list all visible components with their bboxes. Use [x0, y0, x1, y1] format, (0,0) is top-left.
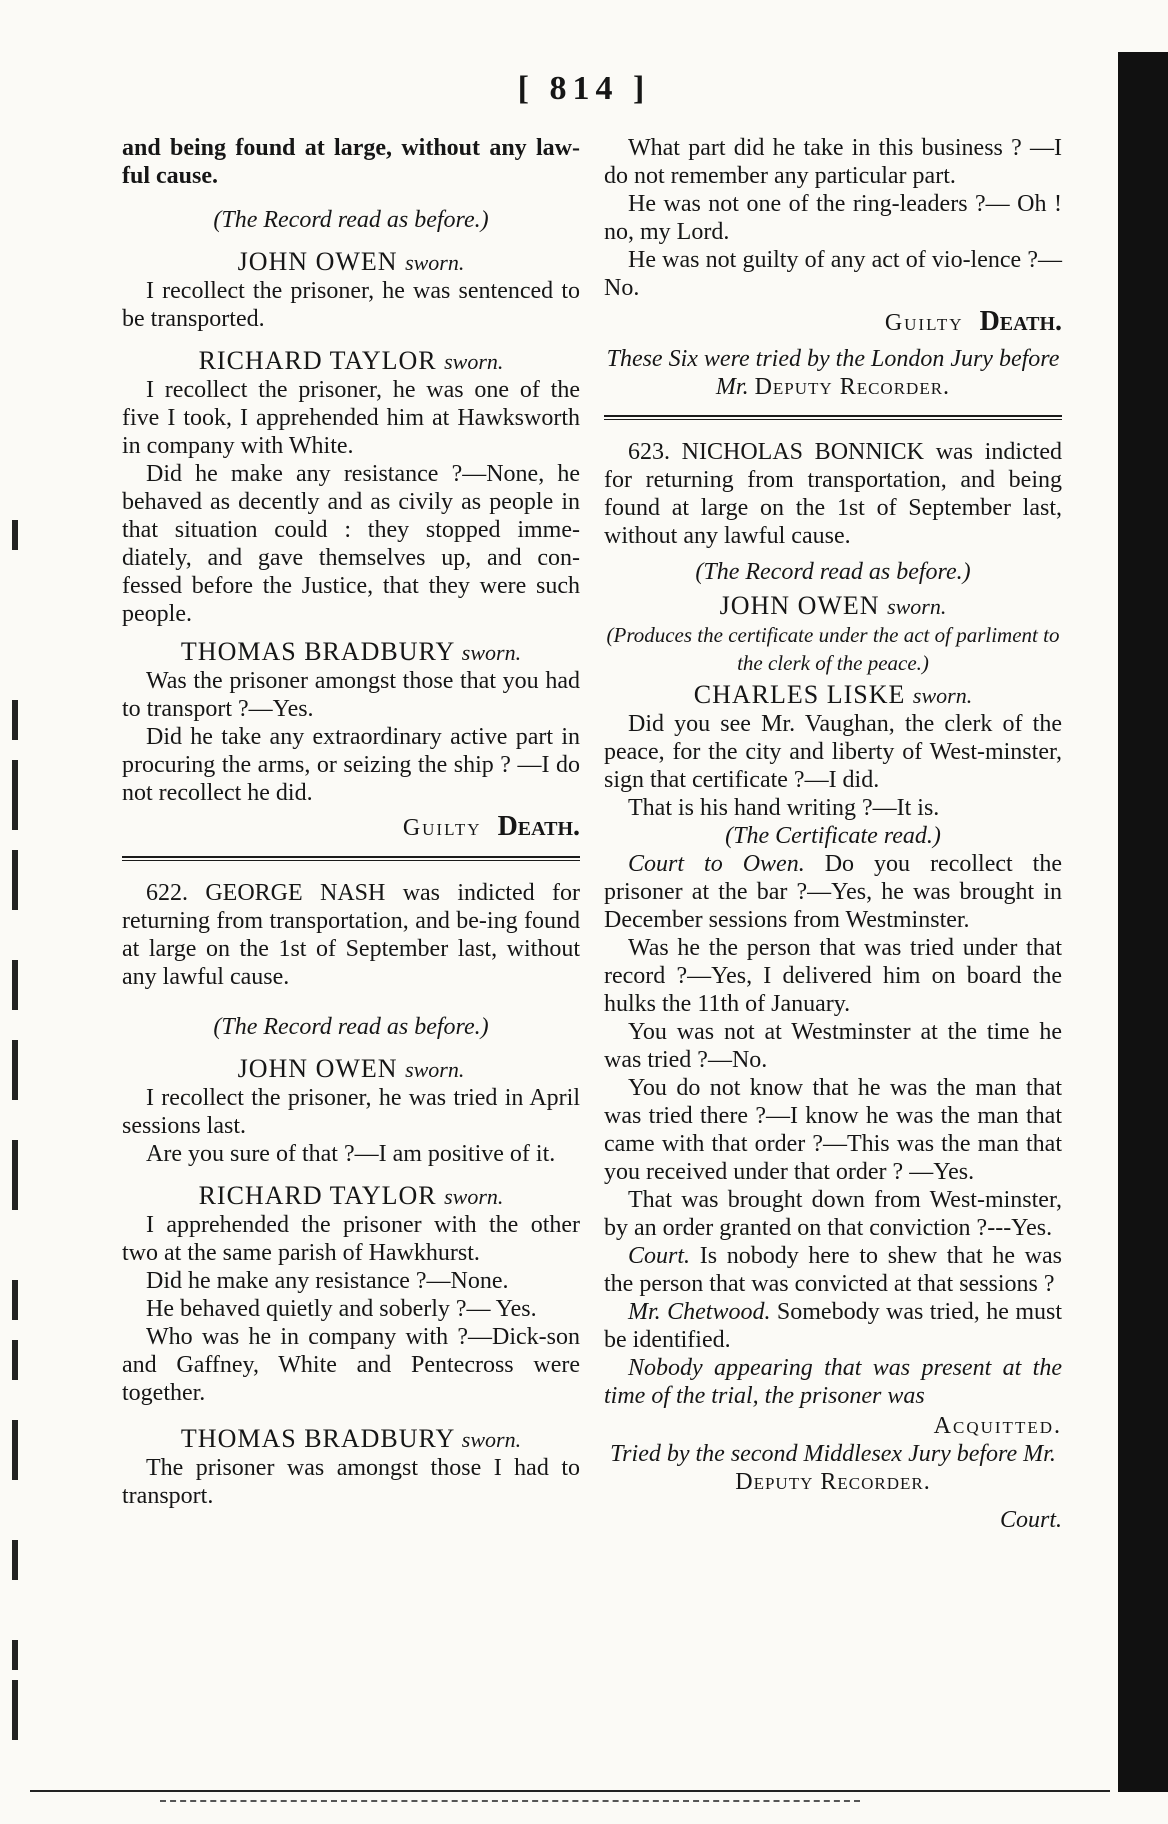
court-question — [604, 850, 1062, 934]
testimony: I apprehended the prisoner with the other two at the same parish of Hawkhurst. — [122, 1212, 580, 1266]
testimony: You was not at Westminster at the time he was tried ?—No. — [604, 1019, 1062, 1073]
scan-binding-shadow — [1118, 52, 1168, 1792]
testimony: Did he take any extraordinary active part in procuring the arms, or seizing the ship ? —I do not recollect he did. — [122, 724, 580, 806]
left-column — [122, 134, 580, 1510]
witness-heading — [122, 1182, 580, 1211]
scan-margin-marks — [8, 520, 26, 1750]
sworn-label: sworn. — [912, 683, 973, 708]
testimony: He was not guilty of any act of vio-lence ?—No. — [604, 247, 1062, 301]
section-rule — [122, 860, 580, 861]
section-rule — [122, 856, 580, 858]
testimony: Did he make any resistance ?—None, he behaved as decently and as civily as people in that situation could : they stopped imme-diately, and gave themselves up, and con-fessed before the Justice, that they were such people. — [122, 461, 580, 627]
jury-note-officer: Deputy Recorder. — [754, 374, 951, 400]
page-bottom-bleed — [160, 1800, 860, 1802]
witness-name: JOHN OWEN — [237, 1054, 398, 1083]
sworn-label: sworn. — [405, 1057, 465, 1082]
page-bottom-edge — [30, 1790, 1110, 1792]
speech: Somebody was tried, he must be identified. — [604, 1299, 1062, 1353]
witness-heading — [604, 592, 1062, 621]
sworn-label: sworn. — [461, 1427, 522, 1452]
testimony: Did you see Mr. Vaughan, the clerk of the peace, for the city and liberty of West-minster, sign that certificate ?—I did. — [604, 711, 1062, 793]
testimony: Who was he in company with ?—Dick-son and Gaffney, White and Pentecross were together. — [122, 1324, 580, 1406]
witness-heading — [122, 347, 580, 376]
certificate-note: (The Certificate read.) — [725, 823, 941, 849]
witness-name: THOMAS BRADBURY — [180, 1424, 455, 1453]
verdict — [122, 813, 580, 842]
speech: Is nobody here to shew that he was the person that was convicted at that sessions ? — [604, 1243, 1063, 1297]
sworn-label: sworn. — [461, 640, 522, 665]
testimony: I recollect the prisoner, he was one of the five I took, I apprehended him at Hawksworth in company with White. — [122, 377, 580, 459]
court-question — [604, 1242, 1062, 1298]
right-column — [604, 134, 1062, 1534]
page-number: [ 814 ] — [517, 70, 651, 107]
speaker-label: Mr. Chetwood. — [628, 1299, 771, 1325]
testimony: Was the prisoner amongst those that you had to transport ?—Yes. — [122, 668, 580, 722]
catchword: Court. — [999, 1507, 1062, 1533]
witness-heading — [122, 1055, 580, 1084]
testimony: He behaved quietly and soberly ?— Yes. — [146, 1296, 537, 1322]
production-note: (Produces the certificate under the act of parliment to the clerk of the peace.) — [606, 623, 1060, 675]
opening-line: and being found at large, without any law-ful cause. — [122, 135, 580, 189]
witness-heading — [122, 1425, 580, 1454]
jury-note-officer: Deputy Recorder. — [735, 1469, 931, 1495]
testimony: What part did he take in this business ? —I do not remember any particular part. — [604, 135, 1062, 189]
sworn-label: sworn. — [887, 594, 947, 619]
testimony: The prisoner was amongst those I had to transport. — [122, 1455, 580, 1509]
record-note: (The Record read as before.) — [213, 207, 489, 233]
testimony: You do not know that he was the man that was tried there ?—I know he was the man that came with that order ?—This was the man that you received under that order ? —Yes. — [604, 1075, 1062, 1185]
record-note: (The Record read as before.) — [213, 1014, 489, 1040]
verdict-sentence: Death. — [979, 306, 1062, 337]
witness-heading — [604, 681, 1062, 710]
witness-name: JOHN OWEN — [237, 247, 398, 276]
witness-heading — [122, 638, 580, 667]
testimony: I recollect the prisoner, he was tried in April sessions last. — [122, 1085, 580, 1139]
verdict-label: Guilty — [884, 310, 964, 336]
section-rule — [604, 419, 1062, 420]
section-rule — [604, 415, 1062, 417]
acquittal-note: Nobody appearing that was present at the time of the trial, the prisoner was — [604, 1355, 1062, 1409]
testimony: Are you sure of that ?—I am positive of it. — [146, 1141, 556, 1167]
speech: Do you recollect the prisoner at the bar ?—Yes, he was brought in December sessions from Westminster. — [604, 851, 1062, 933]
verdict-label: Guilty — [402, 815, 482, 841]
verdict-sentence: Death. — [497, 811, 580, 842]
witness-name: RICHARD TAYLOR — [198, 1181, 437, 1210]
record-note: (The Record read as before.) — [695, 559, 971, 585]
sworn-label: sworn. — [405, 250, 465, 275]
verdict — [604, 308, 1062, 337]
jury-note-text: These Six were tried by the London Jury before Mr. — [606, 346, 1060, 400]
jury-note: Tried by the second Middlesex Jury before Mr. — [610, 1441, 1056, 1467]
case-623: 623. NICHOLAS BONNICK was indicted for returning from transportation, and being found at large on the 1st of September last, without any lawful cause. — [604, 439, 1062, 549]
speaker-label: Court to Owen. — [628, 851, 805, 877]
case-622: 622. GEORGE NASH was indicted for returning from transportation, and be-ing found at large on the 1st of September last, without any lawful cause. — [122, 880, 580, 990]
testimony: That was brought down from West-minster, by an order granted on that conviction ?---Yes. — [604, 1187, 1062, 1241]
sworn-label: sworn. — [444, 1184, 504, 1209]
sworn-label: sworn. — [444, 349, 504, 374]
testimony: That is his hand writing ?—It is. — [628, 795, 940, 821]
testimony: Did he make any resistance ?—None. — [146, 1268, 509, 1294]
counsel-remark — [604, 1298, 1062, 1354]
testimony: I recollect the prisoner, he was sentenced to be transported. — [122, 278, 580, 332]
witness-name: THOMAS BRADBURY — [180, 637, 455, 666]
witness-name: CHARLES LISKE — [693, 680, 906, 709]
testimony: Was he the person that was tried under that record ?—Yes, I delivered him on board the hulks the 11th of January. — [604, 935, 1062, 1017]
witness-heading — [122, 248, 580, 277]
speaker-label: Court. — [628, 1243, 691, 1269]
jury-note — [604, 345, 1062, 401]
testimony: He was not one of the ring-leaders ?— Oh ! no, my Lord. — [604, 191, 1062, 245]
witness-name: JOHN OWEN — [719, 591, 880, 620]
witness-name: RICHARD TAYLOR — [198, 346, 437, 375]
verdict-acquitted: Acquitted. — [933, 1413, 1062, 1439]
